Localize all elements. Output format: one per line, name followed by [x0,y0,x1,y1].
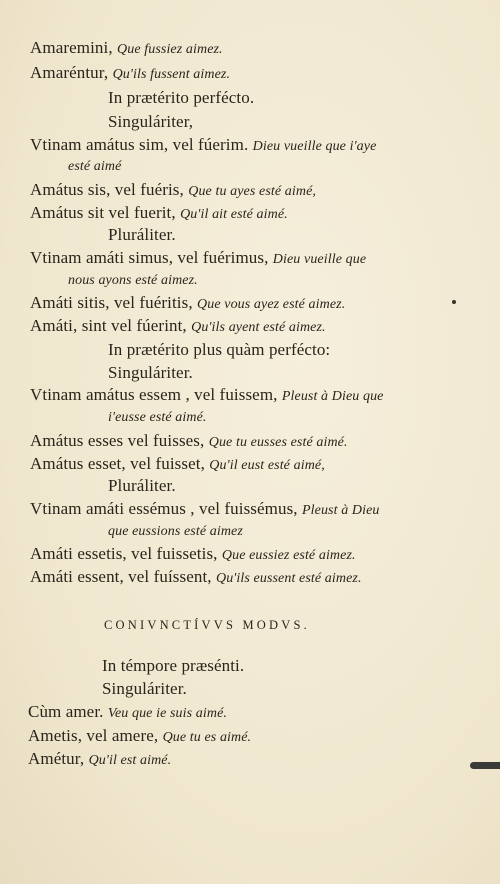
french-text: Qu'ils fussent aimez. [112,67,231,82]
latin-text: In prætérito plus quàm perfécto: [108,340,331,359]
text-line [30,544,356,566]
text-line [30,180,316,202]
latin-text: Amáti essetis, vel fuissetis, [30,544,218,563]
continuation-line [108,406,207,428]
french-text: Pleust à Dieu que [281,389,384,404]
french-text: Veu que ie suis aimé. [107,706,227,721]
latin-text: Singuláriter. [102,679,187,698]
french-text: Qu'ils eussent esté aimez. [216,571,362,586]
latin-text: Singuláriter, [108,112,194,131]
latin-text: Amátus esses vel fuisses, [30,431,205,450]
french-text: que eussions esté aimez [108,524,243,539]
latin-text: Ametis, vel amere, [28,726,159,745]
text-line [30,316,326,338]
french-text: esté aimé [68,159,122,174]
heading-line [102,679,187,699]
continuation-line [108,520,243,542]
text-line [30,385,383,407]
text-line [30,63,230,85]
latin-text: Amáti, sint vel fúerint, [30,316,187,335]
section-heading [104,615,310,635]
text-line [28,749,171,771]
latin-text: Cùm amer. [28,702,104,721]
page-edge-tab [470,762,500,769]
french-text: Qu'il eust esté aimé, [209,458,325,473]
heading-line [108,340,330,360]
french-text: Que tu eusses esté aimé. [208,435,348,450]
latin-text: Amáti essent, vel fuíssent, [30,567,212,586]
heading-line [108,225,176,245]
latin-text: Pluráliter. [108,476,176,495]
french-text: Que fussiez aimez. [117,42,223,57]
latin-text: Vtinam amátus essem , vel fuissem, [30,385,278,404]
text-line [30,499,380,521]
latin-text: Pluráliter. [108,225,176,244]
latin-text: Amaréntur, [30,63,109,82]
latin-text: Amátus sis, vel fuéris, [30,180,184,199]
text-line [30,293,345,315]
continuation-line [68,269,198,291]
french-text: Dieu vueille que [272,252,367,267]
latin-text: In témpore præsénti. [102,656,245,675]
text-line [30,38,223,60]
text-line [30,567,362,589]
latin-text: In prætérito perfécto. [108,88,255,107]
french-text: Qu'il est aimé. [88,753,172,768]
latin-text: Vtinam amáti essémus , vel fuissémus, [30,499,298,518]
heading-line [108,112,193,132]
latin-text: Vtinam amátus sim, vel fúerim. [30,135,249,154]
latin-text: Singuláriter. [108,363,193,382]
latin-text: Vtinam amáti simus, vel fuérimus, [30,248,269,267]
continuation-line [68,155,121,177]
french-text: i'eusse esté aimé. [108,410,207,425]
french-text: Que tu ayes esté aimé, [188,184,317,199]
latin-text: Amétur, [28,749,85,768]
text-line [30,454,325,476]
latin-text: Amátus sit vel fuerit, [30,203,176,222]
french-text: Que vous ayez esté aimez. [197,297,346,312]
ink-speck [452,300,456,304]
text-line [30,431,348,453]
french-text: Pleust à Dieu [302,503,380,518]
latin-text: Amátus esset, vel fuisset, [30,454,205,473]
text-line [30,248,366,270]
french-text: nous ayons esté aimez. [68,273,198,288]
french-text: Dieu vueille que i'aye [252,139,377,154]
text-line [30,203,288,225]
text-line [28,702,227,724]
latin-text: Amáti sitis, vel fuéritis, [30,293,193,312]
french-text: Que tu es aimé. [162,730,252,745]
french-text: Qu'ils ayent esté aimez. [191,320,326,335]
french-text: Qu'il ait esté aimé. [180,207,288,222]
french-text: Que eussiez esté aimez. [221,548,356,563]
heading-line [108,476,176,496]
heading-line [108,88,254,108]
latin-text: Amaremini, [30,38,113,57]
text-line [28,726,251,748]
heading-line [108,363,193,383]
text-line [30,135,376,157]
heading-line [102,656,244,676]
section-title: CONIVNCTÍVVS MODVS. [104,618,310,632]
